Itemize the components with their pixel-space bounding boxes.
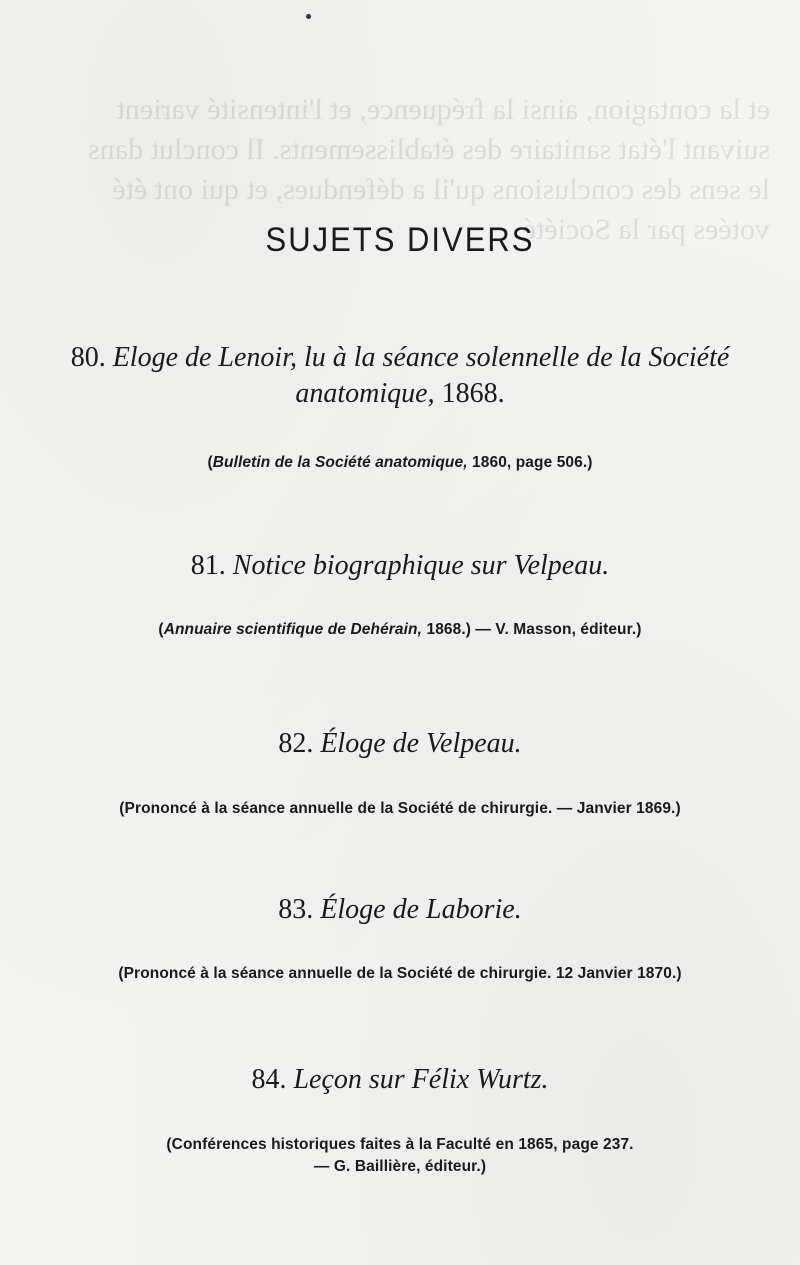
entry-title: [0, 1062, 800, 1098]
note-open: (: [207, 454, 213, 471]
note-source: Annuaire scientifique de Dehérain,: [163, 621, 423, 638]
note-line: (Conférences historiques faites à la Faculté en 1865, page 237.: [166, 1136, 634, 1153]
entry-title-text: Eloge de Lenoir, lu à la séance solennelle de la Société: [112, 342, 730, 373]
entry-title-text: Éloge de Laborie.: [320, 894, 522, 925]
entry-80-note: [0, 452, 800, 474]
bleed-line: votées par la Société.: [515, 213, 770, 246]
entry-number: 82.: [278, 728, 314, 759]
entry-title-line2: [0, 376, 800, 412]
entry-82: [0, 726, 800, 762]
entry-title: [0, 726, 800, 762]
note-source: Bulletin de la Société anatomique,: [212, 454, 468, 471]
entry-title-text: Éloge de Velpeau.: [320, 728, 522, 759]
entry-81: [0, 548, 800, 584]
entry-year: 1868.: [441, 378, 505, 409]
entry-84-note: [0, 1134, 800, 1178]
entry-83-note: (Prononcé à la séance annuelle de la Société de chirurgie. 12 Janvier 1870.): [118, 965, 682, 982]
bleed-line: suivant l'état sanitaire des établissements. Il conclut dans: [88, 133, 770, 166]
entry-83: [0, 892, 800, 928]
entry-84: [0, 1062, 800, 1098]
entry-82-note: (Prononcé à la séance annuelle de la Société de chirurgie. — Janvier 1869.): [119, 800, 681, 817]
entry-number: 80.: [70, 342, 106, 373]
printer-mark: [306, 14, 311, 19]
entry-title: [0, 340, 800, 412]
entry-title-text: Leçon sur Félix Wurtz.: [293, 1064, 549, 1095]
note-details: 1868.) — V. Masson, éditeur.): [426, 621, 642, 638]
entry-title-continued: anatomique,: [295, 378, 435, 409]
entry-title-text: Notice biographique sur Velpeau.: [232, 550, 610, 581]
entry-title: [0, 548, 800, 584]
entry-number: 84.: [251, 1064, 287, 1095]
entry-number: 81.: [190, 550, 226, 581]
note-details: 1860, page 506.): [472, 454, 593, 471]
note-open: (: [158, 621, 164, 638]
section-title: SUJETS DIVERS: [265, 220, 535, 259]
entry-81-note: [0, 619, 800, 641]
bleed-line: et la contagion, ainsi la fréquence, et l'intensité varient: [116, 93, 770, 126]
note-line: — G. Baillière, éditeur.): [313, 1158, 487, 1175]
entry-80: [0, 340, 800, 412]
bleed-line: le sens des conclusions qu'il a défendues, et qui ont été: [112, 173, 770, 206]
entry-number: 83.: [278, 894, 314, 925]
entry-title: [0, 892, 800, 928]
